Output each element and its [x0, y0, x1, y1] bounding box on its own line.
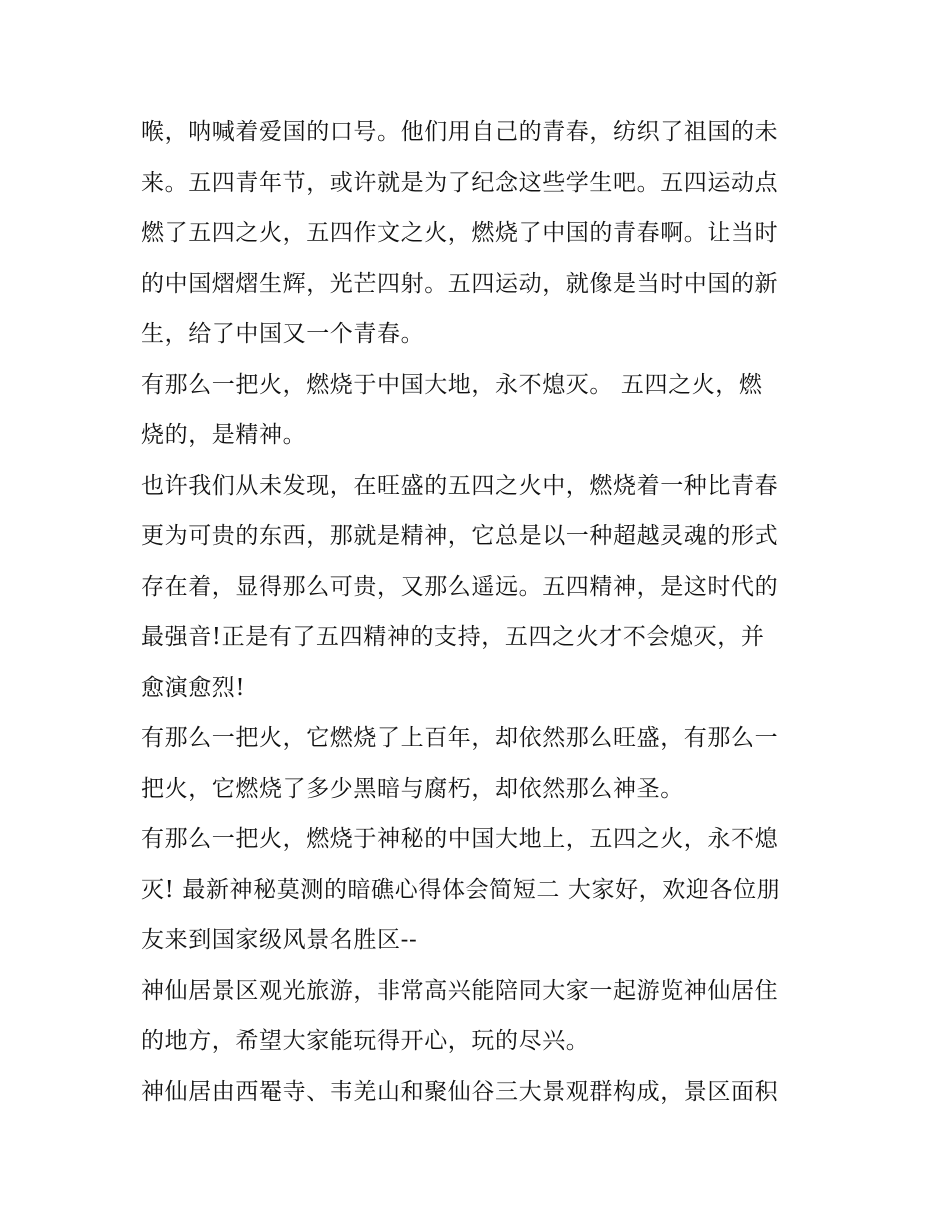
text-line: 存在着，显得那么可贵，又那么遥远。五四精神，是这时代的 — [141, 573, 779, 600]
text-line: 的地方，希望大家能玩得开心，玩的尽兴。 — [141, 1028, 590, 1054]
text-line: 愈演愈烈! — [141, 674, 246, 701]
text-line: 灭! 最新神秘莫测的暗礁心得体会简短二 大家好，欢迎各位朋 — [141, 876, 781, 903]
text-line: 有那么一把火，燃烧于神秘的中国大地上，五四之火，永不熄 — [141, 826, 779, 852]
text-line: 也许我们从未发现，在旺盛的五四之火中，燃烧着一种比青春 — [141, 472, 779, 499]
paragraph — [141, 966, 821, 1067]
text-line: 把火，它燃烧了多少黑暗与腐朽，却依然那么神圣。 — [141, 775, 684, 802]
paragraph — [141, 461, 821, 714]
text-line: 神仙居由西罨寺、韦羌山和聚仙谷三大景观群构成，景区面积 — [141, 1078, 779, 1105]
text-line: 神仙居景区观光旅游，非常高兴能陪同大家一起游览神仙居住 — [141, 977, 779, 1004]
paragraph — [141, 1067, 821, 1118]
text-line: 有那么一把火，燃烧于中国大地，永不熄灭。 五四之火，燃 — [141, 371, 763, 398]
text-line: 燃了五四之火，五四作文之火，燃烧了中国的青春啊。让当时 — [141, 220, 779, 246]
text-line: 的中国熠熠生辉，光芒四射。五四运动，就像是当时中国的新 — [141, 270, 779, 297]
text-line: 更为可贵的东西，那就是精神，它总是以一种超越灵魂的形式 — [141, 523, 779, 549]
text-line: 最强音!正是有了五四精神的支持，五四之火才不会熄灭，并 — [141, 624, 765, 650]
paragraph — [141, 713, 821, 814]
text-line: 喉，呐喊着爱国的口号。他们用自己的青春，纺织了祖国的未 — [141, 119, 779, 145]
paragraph — [141, 107, 821, 360]
text-line: 烧的，是精神。 — [141, 422, 307, 448]
paragraph — [141, 814, 821, 966]
text-line: 生，给了中国又一个青春。 — [141, 321, 425, 347]
text-line: 来。五四青年节，或许就是为了纪念这些学生吧。五四运动点 — [141, 169, 779, 196]
document-body — [141, 107, 821, 1117]
text-line: 有那么一把火，它燃烧了上百年，却依然那么旺盛，有那么一 — [141, 725, 779, 751]
text-line: 友来到国家级风景名胜区-- — [141, 927, 418, 953]
paragraph — [141, 360, 821, 461]
